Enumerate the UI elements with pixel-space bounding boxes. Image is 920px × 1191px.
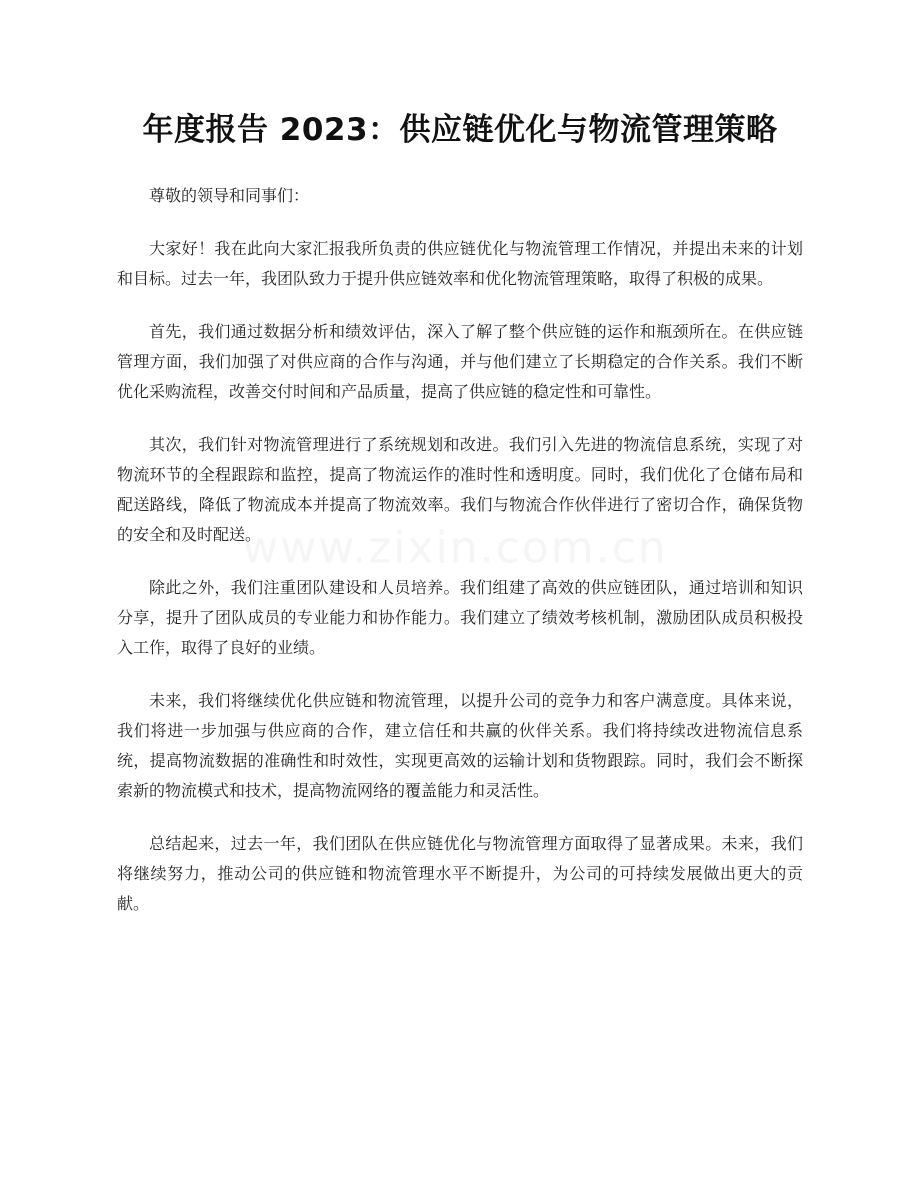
future-plans-paragraph: 未来，我们将继续优化供应链和物流管理，以提升公司的竞争力和客户满意度。具体来说，我们将进一步加强与供应商的合作，建立信任和共赢的伙伴关系。我们将持续改进物流信息系统，提高物流数据的准确性和时效性，实现更高效的运输计划和货物跟踪。同时，我们会不断探索新的物流模式和技术，提高物流网络的覆盖能力和灵活性。 [117, 691, 803, 800]
salutation-paragraph: 尊敬的领导和同事们： [149, 186, 310, 205]
summary-paragraph: 总结起来，过去一年，我们团队在供应链优化与物流管理方面取得了显著成果。未来，我们将继续努力，推动公司的供应链和物流管理水平不断提升，为公司的可持续发展做出更大的贡献。 [117, 834, 803, 913]
logistics-paragraph: 其次，我们针对物流管理进行了系统规划和改进。我们引入先进的物流信息系统，实现了对物流环节的全程跟踪和监控，提高了物流运作的准时性和透明度。同时，我们优化了仓储布局和配送路线，降低了物流成本并提高了物流效率。我们与物流合作伙伴进行了密切合作，确保货物的安全和及时配送。 [117, 435, 803, 544]
watermark: www.zixin.com.cn [242, 522, 668, 574]
document-title: 年度报告 2023：供应链优化与物流管理策略 [142, 112, 778, 148]
document-body [117, 181, 803, 942]
team-building-paragraph: 除此之外，我们注重团队建设和人员培养。我们组建了高效的供应链团队，通过培训和知识分享，提升了团队成员的专业能力和协作能力。我们建立了绩效考核机制，激励团队成员积极投入工作，取得了良好的业绩。 [117, 578, 803, 657]
supply-chain-paragraph: 首先，我们通过数据分析和绩效评估，深入了解了整个供应链的运作和瓶颈所在。在供应链管理方面，我们加强了对供应商的合作与沟通，并与他们建立了长期稳定的合作关系。我们不断优化采购流程，改善交付时间和产品质量，提高了供应链的稳定性和可靠性。 [117, 322, 803, 401]
intro-paragraph: 大家好！我在此向大家汇报我所负责的供应链优化与物流管理工作情况，并提出未来的计划和目标。过去一年，我团队致力于提升供应链效率和优化物流管理策略，取得了积极的成果。 [117, 239, 803, 288]
